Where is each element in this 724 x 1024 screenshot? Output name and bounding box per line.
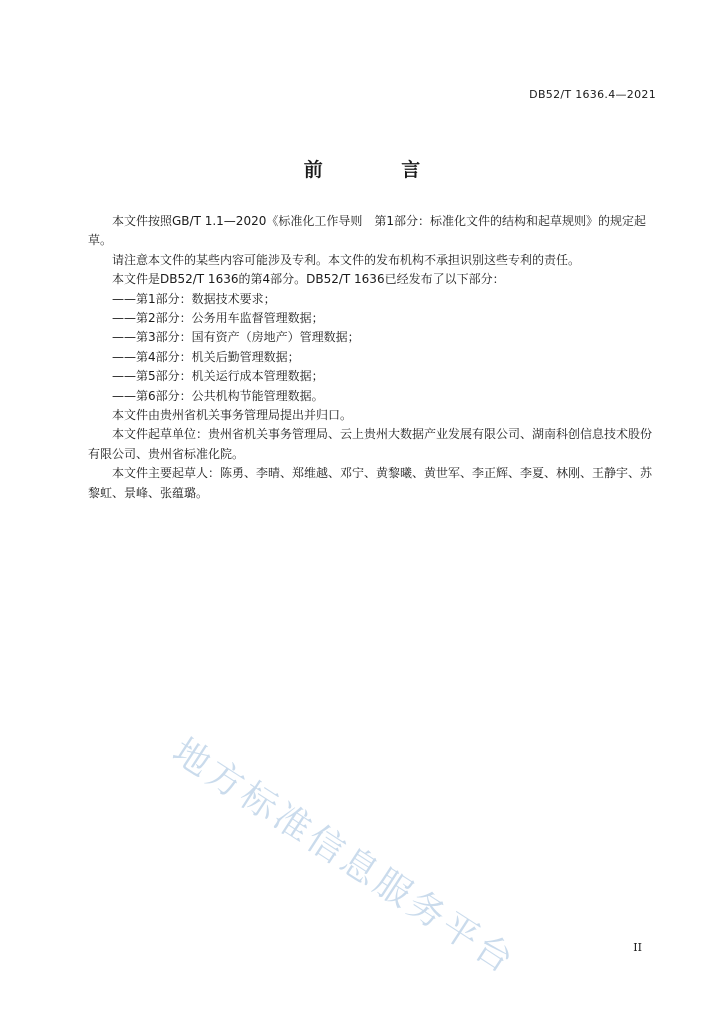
page-number: II: [633, 941, 642, 954]
paragraph-series-intro: 本文件是DB52/T 1636的第4部分。DB52/T 1636已经发布了以下部分：: [112, 272, 505, 287]
document-body: [88, 212, 658, 503]
list-item: ——第5部分：机关运行成本管理数据；: [112, 369, 324, 384]
list-item: ——第6部分：公共机构节能管理数据。: [112, 388, 324, 403]
parts-list: [88, 290, 658, 406]
paragraph-proposer: 本文件由贵州省机关事务管理局提出并归口。: [112, 408, 353, 423]
list-item: ——第2部分：公务用车监督管理数据；: [112, 311, 324, 326]
paragraph-drafting-rules: 本文件按照GB/T 1.1—2020《标准化工作导则 第1部分：标准化文件的结构和起草规则》的规定起草。: [88, 214, 646, 248]
doc-code: DB52/T 1636.4—2021: [529, 88, 656, 101]
paragraph-patent-notice: 请注意本文件的某些内容可能涉及专利。本文件的发布机构不承担识别这些专利的责任。: [112, 252, 581, 267]
list-item: ——第1部分：数据技术要求；: [112, 291, 276, 306]
paragraph-drafting-units: 本文件起草单位：贵州省机关事务管理局、云上贵州大数据产业发展有限公司、湖南科创信息技术股份有限公司、贵州省标准化院。: [88, 427, 653, 461]
watermark: 地方标准信息服务平台: [165, 730, 524, 984]
paragraph-drafters: 本文件主要起草人：陈勇、李晴、郑维越、邓宁、黄黎曦、黄世军、李正辉、李夏、林刚、王静宇、苏黎虹、景峰、张蕴璐。: [88, 466, 653, 500]
list-item: ——第3部分：国有资产（房地产）管理数据；: [112, 330, 360, 345]
list-item: ——第4部分：机关后勤管理数据；: [112, 349, 300, 364]
page-title: 前 言: [303, 159, 457, 181]
